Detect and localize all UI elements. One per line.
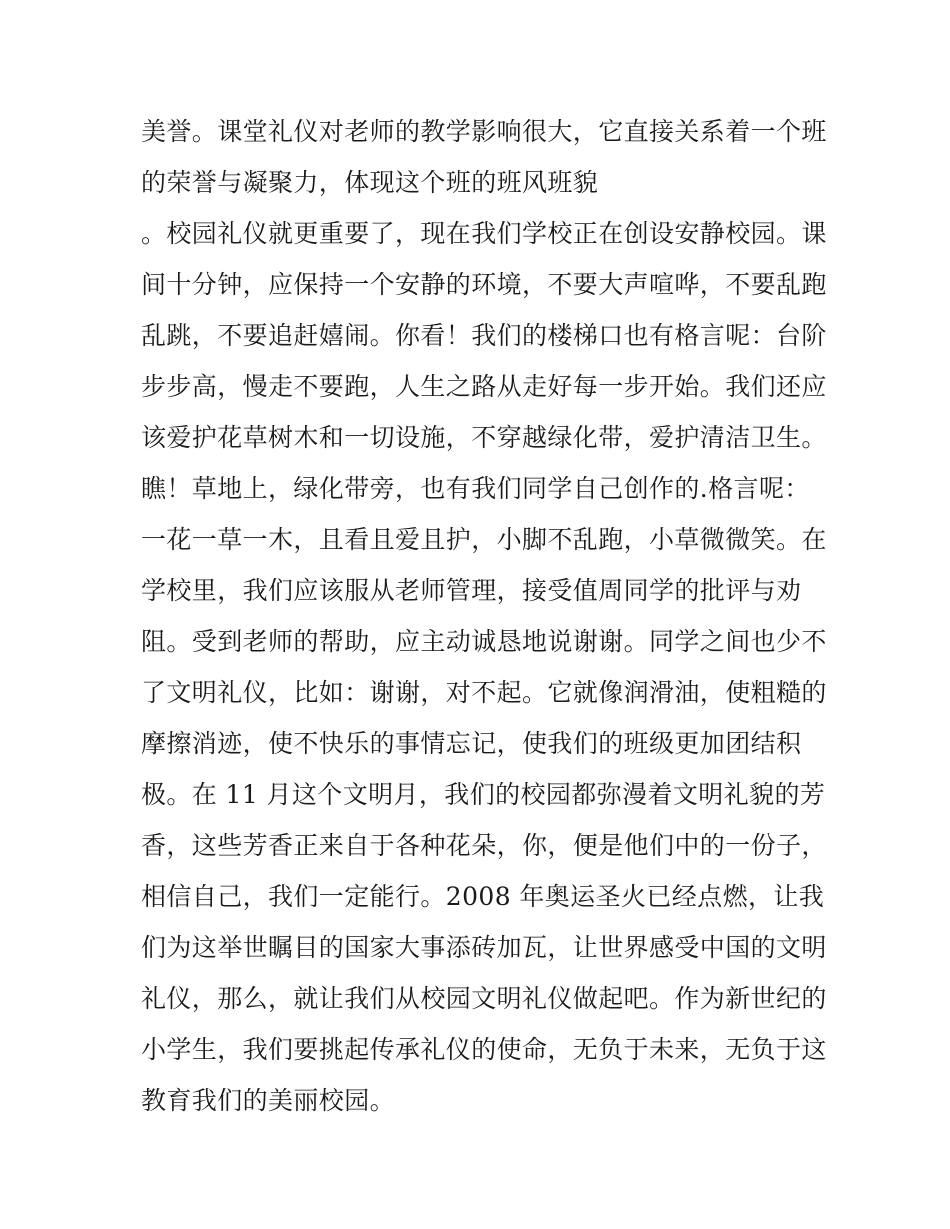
text-line: 瞧！草地上，绿化带旁，也有我们同学自己创作的.格言呢：: [141, 474, 810, 503]
text-line: 阻。受到老师的帮助，应主动诚恳地说谢谢。同学之间也少不: [141, 627, 827, 656]
text-line: 相信自己，我们一定能行。2008 年奥运圣火已经点燃，让我: [141, 882, 825, 911]
text-line: 们为这举世瞩目的国家大事添砖加瓦，让世界感受中国的文明: [141, 933, 827, 962]
text-line: 教育我们的美丽校园。: [141, 1086, 396, 1115]
text-line: 香，这些芳香正来自于各种花朵，你，便是他们中的一份子，: [141, 831, 827, 860]
text-line: 该爱护花草树木和一切设施，不穿越绿化带，爱护清洁卫生。: [141, 423, 827, 452]
text-line: 乱跳，不要追赶嬉闹。你看！我们的楼梯口也有格言呢：台阶: [141, 321, 827, 350]
text-line: 小学生，我们要挑起传承礼仪的使命，无负于未来，无负于这: [141, 1035, 827, 1064]
text-line: 。校园礼仪就更重要了，现在我们学校正在创设安静校园。课: [141, 219, 827, 248]
body-text: [141, 106, 831, 1126]
text-line: 步步高，慢走不要跑，人生之路从走好每一步开始。我们还应: [141, 372, 827, 401]
text-line: 极。在 11 月这个文明月，我们的校园都弥漫着文明礼貌的芳: [141, 780, 826, 809]
text-line: 一花一草一木，且看且爱且护，小脚不乱跑，小草微微笑。在: [141, 525, 827, 554]
text-line: 美誉。课堂礼仪对老师的教学影响很大，它直接关系着一个班: [141, 117, 827, 146]
text-line: 学校里，我们应该服从老师管理，接受值周同学的批评与劝: [141, 576, 802, 605]
text-line: 了文明礼仪，比如：谢谢，对不起。它就像润滑油，使粗糙的: [141, 678, 827, 707]
text-line: 间十分钟，应保持一个安静的环境，不要大声喧哗，不要乱跑: [141, 270, 827, 299]
text-line: 礼仪，那么，就让我们从校园文明礼仪做起吧。作为新世纪的: [141, 984, 827, 1013]
text-line: 摩擦消迹，使不快乐的事情忘记，使我们的班级更加团结积: [141, 729, 802, 758]
text-line: 的荣誉与凝聚力，体现这个班的班风班貌: [141, 168, 599, 197]
